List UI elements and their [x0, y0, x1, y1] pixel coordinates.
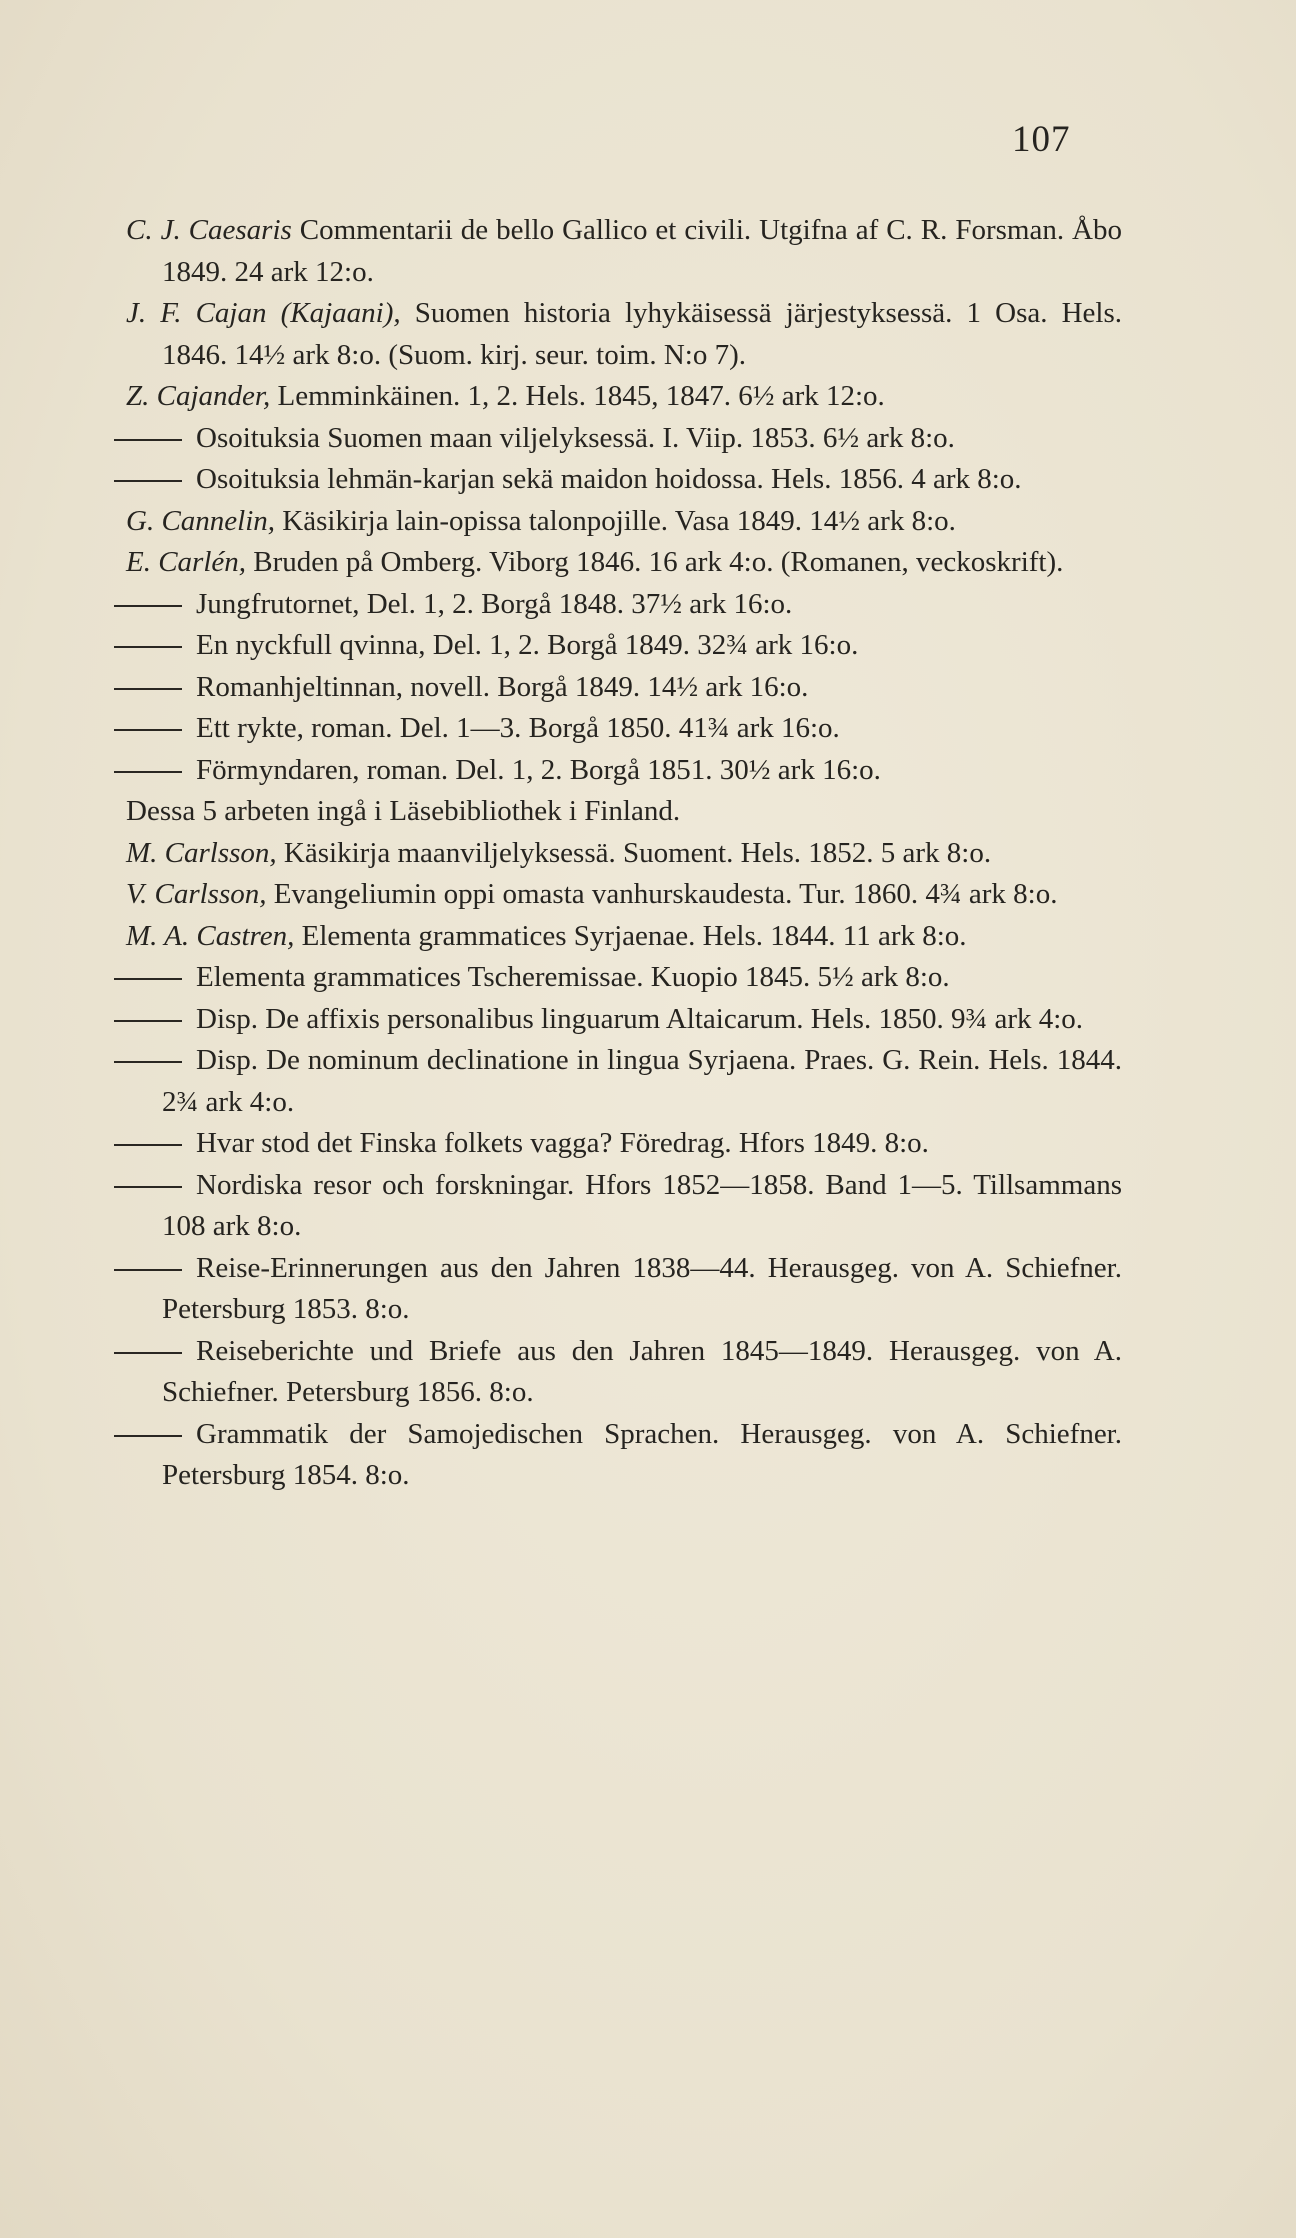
bibliography-entry: [126, 376, 1122, 418]
entry-text: Osoituksia Suomen maan viljelyksessä. I. Viip. 1853. 6½ ark 8:o.: [196, 421, 955, 454]
bibliography-entry: [162, 1165, 1122, 1248]
entry-text: Commentarii de bello Gallico et civili. Utgifna af C. R. Forsman. Åbo 1849. 24 ark 12:o.: [162, 214, 1123, 288]
entry-text: Disp. De affixis personalibus linguarum Altaicarum. Hels. 1850. 9¾ ark 4:o.: [196, 1002, 1084, 1035]
author-name: V. Carlsson,: [126, 878, 267, 910]
bibliography-entry: [162, 1414, 1122, 1497]
bibliography-entry: [126, 501, 1122, 543]
entry-text: Elementa grammatices Tscheremissae. Kuopio 1845. 5½ ark 8:o.: [196, 961, 950, 993]
bibliography-entry: [162, 667, 1122, 709]
bibliography-entry: [162, 459, 1122, 501]
bibliography-entry: [162, 750, 1122, 792]
author-name: M. A. Castren,: [126, 919, 295, 952]
ditto-dash: [114, 688, 182, 690]
bibliography-entry: [126, 210, 1123, 293]
ditto-dash: [114, 1435, 182, 1437]
entry-text: Förmyndaren, roman. Del. 1, 2. Borgå 1851. 30½ ark 16:o.: [196, 753, 881, 786]
entry-text: Osoituksia lehmän-karjan sekä maidon hoidossa. Hels. 1856. 4 ark 8:o.: [196, 463, 1022, 495]
note-text: Dessa 5 arbeten ingå i Läsebibliothek i Finland.: [126, 795, 681, 827]
page-number: 107: [1012, 119, 1071, 160]
ditto-dash: [114, 605, 182, 607]
entry-text: Jungfrutornet, Del. 1, 2. Borgå 1848. 37½ ark 16:o.: [196, 587, 793, 620]
ditto-dash: [114, 771, 182, 773]
bibliography-entry: [162, 625, 1122, 667]
bibliography-note: [126, 791, 1122, 833]
author-name: C. J. Caesaris: [126, 214, 292, 246]
ditto-dash: [114, 1144, 182, 1146]
ditto-dash: [114, 439, 182, 441]
ditto-dash: [114, 1186, 182, 1188]
bibliography-entry: [162, 1331, 1122, 1414]
entry-text: Romanhjeltinnan, novell. Borgå 1849. 14½ ark 16:o.: [196, 670, 809, 703]
ditto-dash: [114, 1352, 182, 1354]
entry-text: Ett rykte, roman. Del. 1—3. Borgå 1850. 41¾ ark 16:o.: [196, 712, 840, 744]
bibliography-entry: [162, 1123, 1122, 1165]
bibliography-entry: [126, 916, 1122, 958]
entry-text: Evangeliumin oppi omasta vanhurskaudesta. Tur. 1860. 4¾ ark 8:o.: [266, 878, 1058, 910]
author-name: E. Carlén,: [126, 546, 247, 578]
bibliography-list: [126, 210, 1123, 1497]
ditto-dash: [114, 1061, 182, 1063]
entry-text: Reise-Erinnerungen aus den Jahren 1838—44. Herausgeg. von A. Schiefner. Petersburg 1853. 8:o.: [162, 1251, 1122, 1325]
entry-text: Grammatik der Samojedischen Sprachen. Herausgeg. von A. Schiefner. Petersburg 1854. 8:o.: [162, 1417, 1122, 1491]
ditto-dash: [114, 646, 182, 648]
entry-text: Käsikirja maanviljelyksessä. Suoment. Hels. 1852. 5 ark 8:o.: [276, 836, 992, 869]
entry-text: Suomen historia lyhykäisessä järjestyksessä. 1 Osa. Hels. 1846. 14½ ark 8:o. (Suom. kirj. seur. toim. N:o 7).: [162, 297, 1122, 371]
entry-text: Nordiska resor och forskningar. Hfors 1852—1858. Band 1—5. Tillsammans 108 ark 8:o.: [162, 1168, 1122, 1242]
entry-text: Bruden på Omberg. Viborg 1846. 16 ark 4:o. (Romanen, veckoskrift).: [246, 546, 1064, 578]
ditto-dash: [114, 1269, 182, 1271]
ditto-dash: [114, 480, 182, 482]
bibliography-entry: [162, 418, 1122, 460]
ditto-dash: [114, 729, 182, 731]
author-name: M. Carlsson,: [126, 836, 277, 869]
bibliography-entry: [162, 957, 1122, 999]
entry-text: Lemminkäinen. 1, 2. Hels. 1845, 1847. 6½ ark 12:o.: [270, 380, 885, 412]
author-name: G. Cannelin,: [126, 504, 276, 537]
entry-text: Elementa grammatices Syrjaenae. Hels. 1844. 11 ark 8:o.: [294, 919, 967, 952]
bibliography-entry: [162, 584, 1122, 626]
ditto-dash: [114, 1020, 182, 1022]
author-name: Z. Cajander,: [126, 380, 271, 412]
bibliography-entry: [162, 1248, 1122, 1331]
entry-text: En nyckfull qvinna, Del. 1, 2. Borgå 1849. 32¾ ark 16:o.: [196, 629, 859, 661]
entry-text: Disp. De nominum declinatione in lingua Syrjaena. Praes. G. Rein. Hels. 1844. 2¾ ark 4:o.: [162, 1044, 1122, 1118]
bibliography-entry: [162, 1040, 1122, 1123]
entry-text: Reiseberichte und Briefe aus den Jahren 1845—1849. Herausgeg. von A. Schiefner. Petersburg 1856. 8:o.: [162, 1334, 1122, 1408]
bibliography-entry: [126, 542, 1122, 584]
bibliography-entry: [126, 874, 1122, 916]
bibliography-entry: [126, 293, 1122, 376]
entry-text: Käsikirja lain-opissa talonpojille. Vasa 1849. 14½ ark 8:o.: [275, 504, 956, 537]
bibliography-entry: [162, 999, 1122, 1041]
bibliography-entry: [126, 833, 1122, 875]
ditto-dash: [114, 978, 182, 980]
entry-text: Hvar stod det Finska folkets vagga? Föredrag. Hfors 1849. 8:o.: [196, 1127, 929, 1159]
author-name: J. F. Cajan (Kajaani),: [126, 297, 401, 329]
bibliography-entry: [162, 708, 1122, 750]
